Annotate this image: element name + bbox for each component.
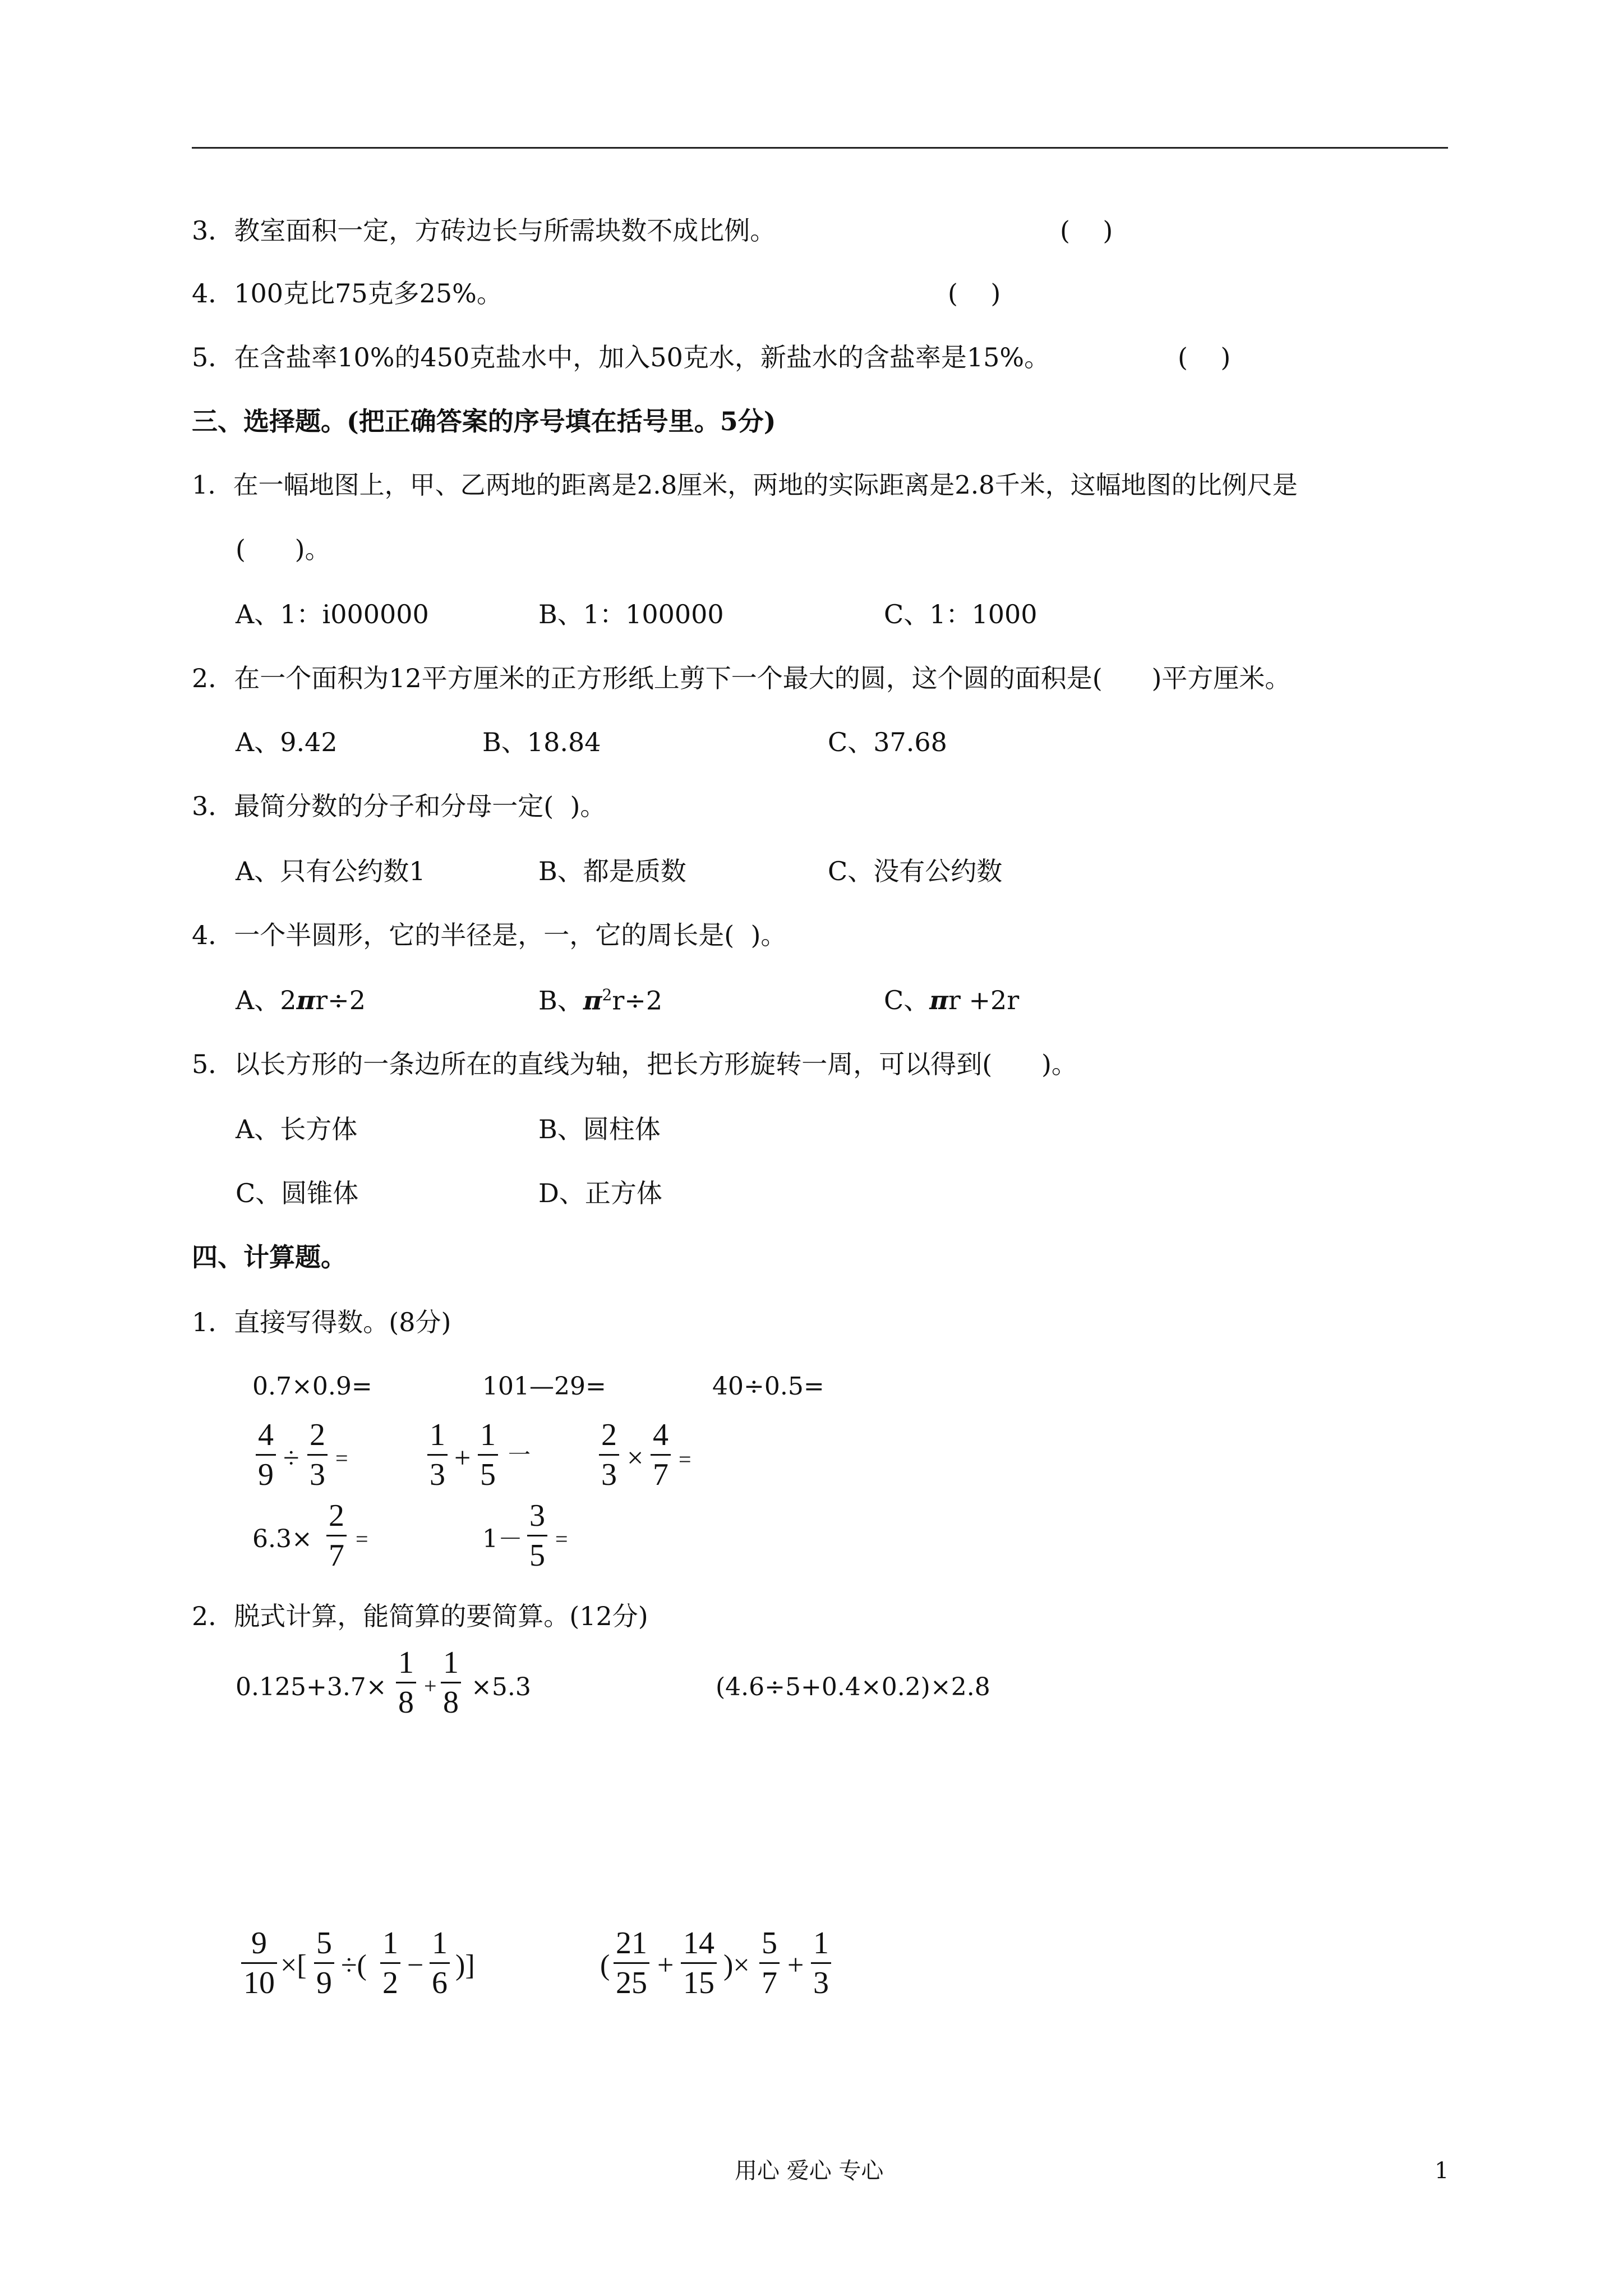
choice-q1-line1: 1．在一幅地图上，甲、乙两地的距离是2.8厘米，两地的实际距离是2.8千米，这幅地图的比例尺是 <box>192 470 1298 500</box>
equals-sign: = <box>679 1447 691 1472</box>
calc-q1-expr-3: 40÷0.5= <box>712 1372 824 1401</box>
minus-operator: − <box>407 1949 424 1981</box>
plus-operator: + <box>424 1673 437 1699</box>
footer-motto: 用心 爱心 专心 <box>735 2158 884 2184</box>
pi-symbol: π <box>296 985 316 1015</box>
equals-sign: = <box>335 1446 348 1471</box>
fraction: 1 8 <box>441 1647 461 1718</box>
section4-title: 四、计算题。 <box>192 1242 347 1272</box>
choice-q5: 5．以长方形的一条边所在的直线为轴，把长方形旋转一周，可以得到( )。 <box>192 1049 1077 1079</box>
calc-q1-expr-1: 0.7×0.9= <box>252 1372 372 1401</box>
divide-paren: ÷( <box>341 1949 367 1981</box>
choice-q5-option-b[interactable]: B、圆柱体 <box>538 1114 661 1144</box>
choice-q4-option-b[interactable]: B、$\pi^2r\div 2$ <box>538 985 663 1016</box>
divide-operator: ÷ <box>283 1442 299 1474</box>
fraction: 21 25 <box>614 1927 649 1999</box>
choice-q4-option-c[interactable]: C、πr +2r <box>884 985 1020 1015</box>
close-paren-multiply: )× <box>723 1949 750 1981</box>
calc-q1-expr-2: 101—29= <box>482 1372 606 1401</box>
equals-sign: = <box>356 1526 368 1552</box>
choice-q1-line2[interactable]: ( )。 <box>236 534 331 564</box>
fraction: 1 3 <box>811 1927 831 1999</box>
header-rule <box>192 147 1448 149</box>
plus-operator: + <box>454 1442 471 1474</box>
fraction: 9 10 <box>241 1927 277 1999</box>
judge-q4-answer[interactable]: ( ) <box>948 278 1001 309</box>
choice-q1-option-b[interactable]: B、1：100000 <box>538 599 724 629</box>
choice-q4-option-a[interactable]: A、2πr÷2 <box>236 985 366 1015</box>
fraction: 3 5 <box>527 1500 547 1571</box>
calc-q1-title: 1．直接写得数。(8分) <box>192 1307 451 1337</box>
choice-q5-option-c[interactable]: C、圆锥体 <box>236 1178 359 1208</box>
judge-q4: 4．100克比75克多25%。 <box>192 278 502 309</box>
choice-q5-option-a[interactable]: A、长方体 <box>236 1114 358 1144</box>
closing-brackets: )] <box>455 1949 475 1981</box>
judge-q5: 5．在含盐率10%的450克盐水中，加入50克水，新盐水的含盐率是15%。 <box>192 342 1050 372</box>
calc-q1-expr-prefix: 6.3× <box>252 1525 312 1553</box>
choice-q3-option-c[interactable]: C、没有公约数 <box>828 856 1003 886</box>
calc-q1-expr-prefix: 1－ <box>482 1525 523 1553</box>
choice-q3-option-b[interactable]: B、都是质数 <box>538 856 686 886</box>
choice-q3-option-a[interactable]: A、只有公约数1 <box>236 856 426 886</box>
judge-q3-answer[interactable]: ( ) <box>1060 215 1113 246</box>
multiply-operator: × <box>627 1442 644 1474</box>
plus-operator: + <box>657 1949 674 1981</box>
fraction: 5 9 <box>314 1927 334 1999</box>
calc-q2-e1-suffix: ×5.3 <box>471 1673 531 1701</box>
choice-q2-option-a[interactable]: A、9.42 <box>236 727 338 757</box>
fraction: 5 7 <box>759 1927 780 1999</box>
choice-q5-option-d[interactable]: D、正方体 <box>538 1178 662 1208</box>
choice-q2: 2．在一个面积为12平方厘米的正方形纸上剪下一个最大的圆，这个圆的面积是( )平方厘米。 <box>192 663 1291 693</box>
fraction: 1 3 <box>427 1419 448 1490</box>
fraction: 2 7 <box>326 1500 347 1571</box>
choice-q1-option-c[interactable]: C、1：1000 <box>884 599 1038 629</box>
fraction: 2 3 <box>599 1419 619 1490</box>
choice-q2-option-c[interactable]: C、37.68 <box>828 727 947 757</box>
multiply-bracket: ×[ <box>280 1949 307 1981</box>
fraction: 1 5 <box>478 1419 498 1490</box>
pi-symbol: π <box>583 985 602 1016</box>
plus-operator: + <box>787 1949 804 1981</box>
fraction: 4 7 <box>651 1419 671 1490</box>
calc-q2-e2: (4.6÷5+0.4×0.2)×2.8 <box>716 1673 990 1701</box>
calc-q2-e1-prefix: 0.125+3.7× <box>236 1673 387 1701</box>
trailing-mark: 一 <box>508 1442 531 1467</box>
section3-title: 三、选择题。(把正确答案的序号填在括号里。5分) <box>192 406 776 436</box>
fraction: 4 9 <box>256 1419 276 1490</box>
choice-q1-option-a[interactable]: A、1：i000000 <box>236 599 429 629</box>
page-number: 1 <box>1435 2158 1449 2184</box>
judge-q5-answer[interactable]: ( ) <box>1178 342 1231 372</box>
equals-sign: = <box>555 1526 568 1552</box>
choice-q2-option-b[interactable]: B、18.84 <box>482 727 601 757</box>
open-paren: ( <box>600 1949 610 1981</box>
calc-q2-title: 2．脱式计算，能简算的要简算。(12分) <box>192 1601 648 1631</box>
fraction: 14 15 <box>681 1927 717 1999</box>
choice-q3: 3．最简分数的分子和分母一定( )。 <box>192 791 606 821</box>
fraction: 2 3 <box>307 1419 328 1490</box>
judge-q3: 3．教室面积一定，方砖边长与所需块数不成比例。 <box>192 215 776 246</box>
fraction: 1 8 <box>396 1647 416 1718</box>
choice-q4: 4．一个半圆形，它的半径是，一，它的周长是( )。 <box>192 920 787 950</box>
pi-symbol: π <box>929 985 948 1015</box>
fraction: 1 6 <box>430 1927 450 1999</box>
fraction: 1 2 <box>380 1927 400 1999</box>
